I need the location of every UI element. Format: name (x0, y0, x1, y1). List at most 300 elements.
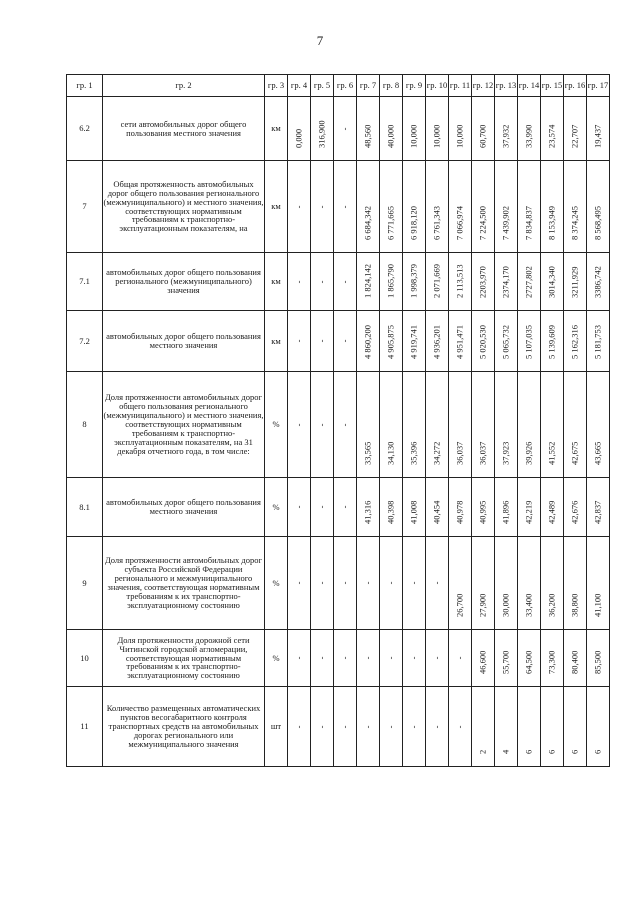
value-text: - (454, 725, 465, 728)
value-cell (564, 311, 587, 372)
column-header: гр. 15 (541, 75, 564, 97)
value-text: - (339, 280, 350, 283)
value-text: 40,978 (454, 500, 465, 525)
table-row (67, 97, 610, 161)
value-text: 6 (569, 749, 580, 755)
column-header: гр. 7 (357, 75, 380, 97)
value-text: 5 162,316 (569, 325, 580, 360)
value-cell (449, 97, 472, 161)
value-cell (495, 537, 518, 630)
column-header: гр. 2 (103, 75, 265, 97)
value-cell (495, 253, 518, 311)
unit-cell: % (265, 630, 288, 687)
value-cell (564, 687, 587, 767)
value-text: - (431, 581, 442, 585)
value-text: 4 (500, 749, 511, 755)
value-cell (357, 161, 380, 253)
table-body (67, 75, 610, 767)
value-cell (472, 311, 495, 372)
table-row (67, 630, 610, 687)
value-cell (564, 97, 587, 161)
table-row (67, 687, 610, 767)
value-text: 43,665 (592, 441, 603, 466)
value-text: 26,700 (454, 593, 465, 618)
value-cell (541, 478, 564, 537)
value-cell (380, 687, 403, 767)
value-text: 5 107,035 (523, 325, 534, 360)
value-cell (587, 537, 610, 630)
value-text: 316,900 (316, 120, 327, 149)
value-cell (518, 478, 541, 537)
indicator-name: Количество размещенных автоматических пунктов весогабаритного контроля транспортных средств на автомобильных дорогах регионального или межмуниципального значения (103, 687, 265, 767)
value-text: - (316, 505, 327, 509)
value-text: 10,000 (408, 124, 419, 149)
value-text: 34,272 (431, 441, 442, 466)
indicator-name: Доля протяженности автомобильных дорог субъекта Российской Федерации регионального и межмуниципального значения, соответствующая нормативным требованиям к их транспортно-эксплуатационному состоянию (103, 537, 265, 630)
value-cell (380, 478, 403, 537)
value-text: 23,574 (546, 124, 557, 149)
unit-cell: км (265, 253, 288, 311)
row-number: 10 (67, 630, 103, 687)
value-text: 41,552 (546, 441, 557, 466)
value-text: - (339, 725, 350, 728)
table-row (67, 478, 610, 537)
value-cell (541, 311, 564, 372)
value-cell (334, 687, 357, 767)
indicator-name: сети автомобильных дорог общего пользования местного значения (103, 97, 265, 161)
value-cell (380, 537, 403, 630)
indicators-table (66, 74, 610, 767)
value-cell (426, 630, 449, 687)
value-text: 36,200 (546, 593, 557, 618)
value-text: - (316, 280, 327, 283)
indicator-name: автомобильных дорог общего пользования местного значения (103, 311, 265, 372)
value-cell (288, 478, 311, 537)
value-cell (426, 372, 449, 478)
value-text: 64,500 (523, 650, 534, 675)
row-number: 6.2 (67, 97, 103, 161)
value-cell (472, 97, 495, 161)
value-cell (380, 630, 403, 687)
row-number: 11 (67, 687, 103, 767)
value-cell (403, 687, 426, 767)
value-text: - (339, 581, 350, 585)
indicator-name: Доля протяженности автомобильных дорог общего пользования регионального (межмуниципального) и местного значения, соответствующих нормативным требованиям к транспортно-эксплуатационным показателям, на 31 декабря отчетного года, в том числе: (103, 372, 265, 478)
unit-cell: км (265, 161, 288, 253)
value-text: 4 860,200 (362, 325, 373, 360)
value-text: 33,990 (523, 124, 534, 149)
value-text: - (362, 725, 373, 728)
unit-cell: % (265, 537, 288, 630)
value-cell (472, 630, 495, 687)
value-text: 1 998,379 (408, 264, 419, 299)
value-cell (311, 161, 334, 253)
value-text: - (316, 205, 327, 208)
value-cell (403, 537, 426, 630)
value-cell (334, 253, 357, 311)
table-row (67, 161, 610, 253)
value-text: 6 (523, 749, 534, 755)
value-cell (403, 253, 426, 311)
column-header: гр. 5 (311, 75, 334, 97)
value-text: - (431, 725, 442, 728)
value-text: 1 865,790 (385, 264, 396, 299)
column-header: гр. 9 (403, 75, 426, 97)
value-cell (380, 311, 403, 372)
value-cell (357, 687, 380, 767)
row-number: 7 (67, 161, 103, 253)
value-cell (403, 161, 426, 253)
value-text: 40,454 (431, 500, 442, 525)
value-cell (541, 630, 564, 687)
value-text: 2 (477, 749, 488, 755)
value-cell (587, 687, 610, 767)
value-text: 0,000 (293, 128, 304, 149)
table-row (67, 537, 610, 630)
value-cell (288, 97, 311, 161)
value-text: 6 684,342 (362, 206, 373, 241)
page-number: 7 (316, 33, 324, 48)
value-cell (518, 97, 541, 161)
value-text: 38,800 (569, 593, 580, 618)
column-header: гр. 4 (288, 75, 311, 97)
value-cell (541, 161, 564, 253)
value-text: 41,316 (362, 500, 373, 525)
value-text: 34,130 (385, 441, 396, 466)
value-cell (518, 630, 541, 687)
value-cell (288, 311, 311, 372)
value-cell (495, 161, 518, 253)
value-text: 5 139,609 (546, 325, 557, 360)
table-row (67, 253, 610, 311)
value-cell (288, 687, 311, 767)
value-cell (495, 478, 518, 537)
value-text: - (339, 205, 350, 208)
value-cell (426, 478, 449, 537)
value-cell (357, 478, 380, 537)
value-text: - (293, 581, 304, 585)
value-cell (472, 687, 495, 767)
value-cell (564, 630, 587, 687)
value-text: 4 919,741 (408, 325, 419, 360)
value-text: 2 113,513 (454, 264, 465, 299)
value-text: 8 374,245 (569, 206, 580, 241)
value-cell (357, 97, 380, 161)
value-text: 10,000 (431, 124, 442, 149)
value-text: 36,037 (477, 441, 488, 466)
value-text: 73,300 (546, 650, 557, 675)
value-text: - (339, 656, 350, 660)
value-text: - (385, 581, 396, 585)
value-text: - (293, 280, 304, 283)
value-cell (311, 687, 334, 767)
value-cell (334, 478, 357, 537)
value-cell (564, 372, 587, 478)
value-cell (380, 253, 403, 311)
value-cell (495, 687, 518, 767)
value-text: 46,600 (477, 650, 488, 675)
value-text: 33,565 (362, 441, 373, 466)
value-cell (449, 478, 472, 537)
value-cell (334, 372, 357, 478)
column-header: гр. 12 (472, 75, 495, 97)
column-header: гр. 10 (426, 75, 449, 97)
value-text: - (362, 656, 373, 660)
value-cell (587, 372, 610, 478)
unit-cell: % (265, 372, 288, 478)
value-text: 3386,742 (592, 266, 603, 299)
value-cell (449, 630, 472, 687)
unit-cell: км (265, 97, 288, 161)
value-text: - (293, 205, 304, 208)
value-text: 33,400 (523, 593, 534, 618)
value-cell (449, 687, 472, 767)
value-cell (334, 311, 357, 372)
value-cell (587, 311, 610, 372)
value-cell (426, 97, 449, 161)
column-header: гр. 17 (587, 75, 610, 97)
value-cell (541, 537, 564, 630)
value-cell (288, 253, 311, 311)
value-cell (449, 161, 472, 253)
row-number: 8 (67, 372, 103, 478)
value-cell (541, 687, 564, 767)
value-text: - (454, 656, 465, 660)
table-row (67, 372, 610, 478)
value-cell (518, 537, 541, 630)
value-text: - (385, 725, 396, 728)
value-text: 4 905,875 (385, 325, 396, 360)
value-cell (288, 161, 311, 253)
value-cell (288, 630, 311, 687)
value-text: - (339, 423, 350, 426)
value-cell (380, 161, 403, 253)
value-cell (334, 630, 357, 687)
value-text: - (316, 656, 327, 660)
value-text: 7 066,974 (454, 206, 465, 241)
value-cell (564, 253, 587, 311)
value-cell (587, 161, 610, 253)
value-text: 41,100 (592, 593, 603, 618)
column-header: гр. 1 (67, 75, 103, 97)
value-cell (288, 537, 311, 630)
column-header: гр. 6 (334, 75, 357, 97)
value-cell (403, 311, 426, 372)
value-cell (311, 253, 334, 311)
value-cell (311, 311, 334, 372)
value-cell (403, 478, 426, 537)
unit-cell: км (265, 311, 288, 372)
value-text: 37,923 (500, 441, 511, 466)
value-cell (495, 630, 518, 687)
value-text: 42,219 (523, 500, 534, 525)
value-text: 8 568,495 (592, 206, 603, 241)
column-header: гр. 14 (518, 75, 541, 97)
value-text: 7 439,902 (500, 206, 511, 241)
value-text: - (316, 339, 327, 343)
value-text: 80,400 (569, 650, 580, 675)
indicator-name: Общая протяженность автомобильных дорог общего пользования регионального (межмуниципального) и местного значения, соответствующих нормативным требованиям к транспортно-эксплуатационным показателям, на (103, 161, 265, 253)
value-text: 37,932 (500, 124, 511, 149)
value-text: - (408, 725, 419, 728)
value-text: 22,707 (569, 124, 580, 149)
value-cell (518, 687, 541, 767)
value-cell (541, 253, 564, 311)
value-text: 42,675 (569, 441, 580, 466)
value-text: 40,995 (477, 500, 488, 525)
value-text: 2727,802 (523, 266, 534, 299)
value-text: 48,560 (362, 124, 373, 149)
value-text: 42,837 (592, 500, 603, 525)
value-cell (564, 161, 587, 253)
value-cell (472, 253, 495, 311)
value-text: - (385, 656, 396, 660)
value-cell (311, 537, 334, 630)
value-text: 35,396 (408, 441, 419, 466)
value-text: - (408, 581, 419, 585)
value-text: - (293, 656, 304, 660)
value-cell (311, 97, 334, 161)
table-row (67, 311, 610, 372)
value-cell (380, 372, 403, 478)
value-text: 36,037 (454, 441, 465, 466)
header-row (67, 75, 610, 97)
column-header: гр. 11 (449, 75, 472, 97)
value-cell (495, 97, 518, 161)
value-text: 5 020,530 (477, 325, 488, 360)
value-text: 2 071,669 (431, 264, 442, 299)
value-cell (311, 372, 334, 478)
value-text: 4 936,201 (431, 325, 442, 360)
value-cell (564, 537, 587, 630)
value-text: 7 224,500 (477, 206, 488, 241)
value-text: - (339, 127, 350, 130)
value-cell (403, 97, 426, 161)
value-cell (587, 630, 610, 687)
value-text: 42,489 (546, 500, 557, 525)
value-text: 39,926 (523, 441, 534, 466)
column-header: гр. 3 (265, 75, 288, 97)
row-number: 8.1 (67, 478, 103, 537)
value-text: 55,700 (500, 650, 511, 675)
value-text: 19,437 (592, 124, 603, 149)
value-cell (426, 537, 449, 630)
value-text: 40,398 (385, 500, 396, 525)
value-cell (311, 630, 334, 687)
value-text: - (293, 725, 304, 728)
indicator-name: автомобильных дорог общего пользования местного значения (103, 478, 265, 537)
value-text: 6 771,665 (385, 206, 396, 241)
value-cell (334, 537, 357, 630)
value-text: - (339, 339, 350, 343)
value-cell (426, 253, 449, 311)
value-cell (518, 372, 541, 478)
value-text: 2374,170 (500, 266, 511, 299)
value-text: - (316, 423, 327, 426)
value-cell (426, 311, 449, 372)
column-header: гр. 16 (564, 75, 587, 97)
value-text: 4 951,471 (454, 325, 465, 360)
value-cell (472, 372, 495, 478)
value-text: 41,008 (408, 500, 419, 525)
value-text: - (339, 505, 350, 509)
column-header: гр. 8 (380, 75, 403, 97)
row-number: 7.2 (67, 311, 103, 372)
column-header: гр. 13 (495, 75, 518, 97)
value-text: - (431, 656, 442, 660)
value-cell (357, 630, 380, 687)
value-text: 5 065,732 (500, 325, 511, 360)
value-cell (288, 372, 311, 478)
value-cell (357, 537, 380, 630)
value-cell (587, 478, 610, 537)
row-number: 7.1 (67, 253, 103, 311)
value-cell (449, 311, 472, 372)
unit-cell: % (265, 478, 288, 537)
value-text: 3014,340 (546, 266, 557, 299)
value-cell (587, 253, 610, 311)
indicator-name: Доля протяженности дорожной сети Читинской городской агломерации, соответствующая нормативным требованиям к их транспортно-эксплуатационному состоянию (103, 630, 265, 687)
value-cell (518, 253, 541, 311)
value-cell (357, 372, 380, 478)
value-cell (334, 161, 357, 253)
value-cell (449, 537, 472, 630)
value-cell (357, 311, 380, 372)
value-cell (334, 97, 357, 161)
value-cell (587, 97, 610, 161)
unit-cell: шт (265, 687, 288, 767)
value-text: 8 153,949 (546, 206, 557, 241)
value-text: 6 (546, 749, 557, 755)
value-text: 2203,970 (477, 266, 488, 299)
value-text: 6 918,120 (408, 206, 419, 241)
value-cell (311, 478, 334, 537)
value-cell (380, 97, 403, 161)
value-text: - (293, 339, 304, 343)
value-cell (449, 372, 472, 478)
value-text: - (293, 505, 304, 509)
value-text: 6 (592, 749, 603, 755)
value-cell (472, 537, 495, 630)
value-cell (541, 97, 564, 161)
value-cell (472, 161, 495, 253)
value-cell (564, 478, 587, 537)
value-cell (403, 630, 426, 687)
value-text: 3211,929 (569, 266, 580, 299)
value-text: 41,896 (500, 500, 511, 525)
value-text: 5 181,753 (592, 325, 603, 360)
value-text: 30,000 (500, 593, 511, 618)
value-cell (472, 478, 495, 537)
value-text: - (316, 725, 327, 728)
value-text: 85,500 (592, 650, 603, 675)
value-cell (518, 311, 541, 372)
value-cell (449, 253, 472, 311)
value-cell (426, 161, 449, 253)
value-text: 1 824,142 (362, 264, 373, 299)
value-cell (495, 372, 518, 478)
value-cell (518, 161, 541, 253)
value-text: - (293, 423, 304, 426)
value-text: - (408, 656, 419, 660)
value-text: - (362, 581, 373, 585)
value-cell (426, 687, 449, 767)
value-cell (495, 311, 518, 372)
value-text: 42,676 (569, 500, 580, 525)
value-text: - (316, 581, 327, 585)
value-text: 6 761,343 (431, 206, 442, 241)
value-text: 7 834,837 (523, 206, 534, 241)
